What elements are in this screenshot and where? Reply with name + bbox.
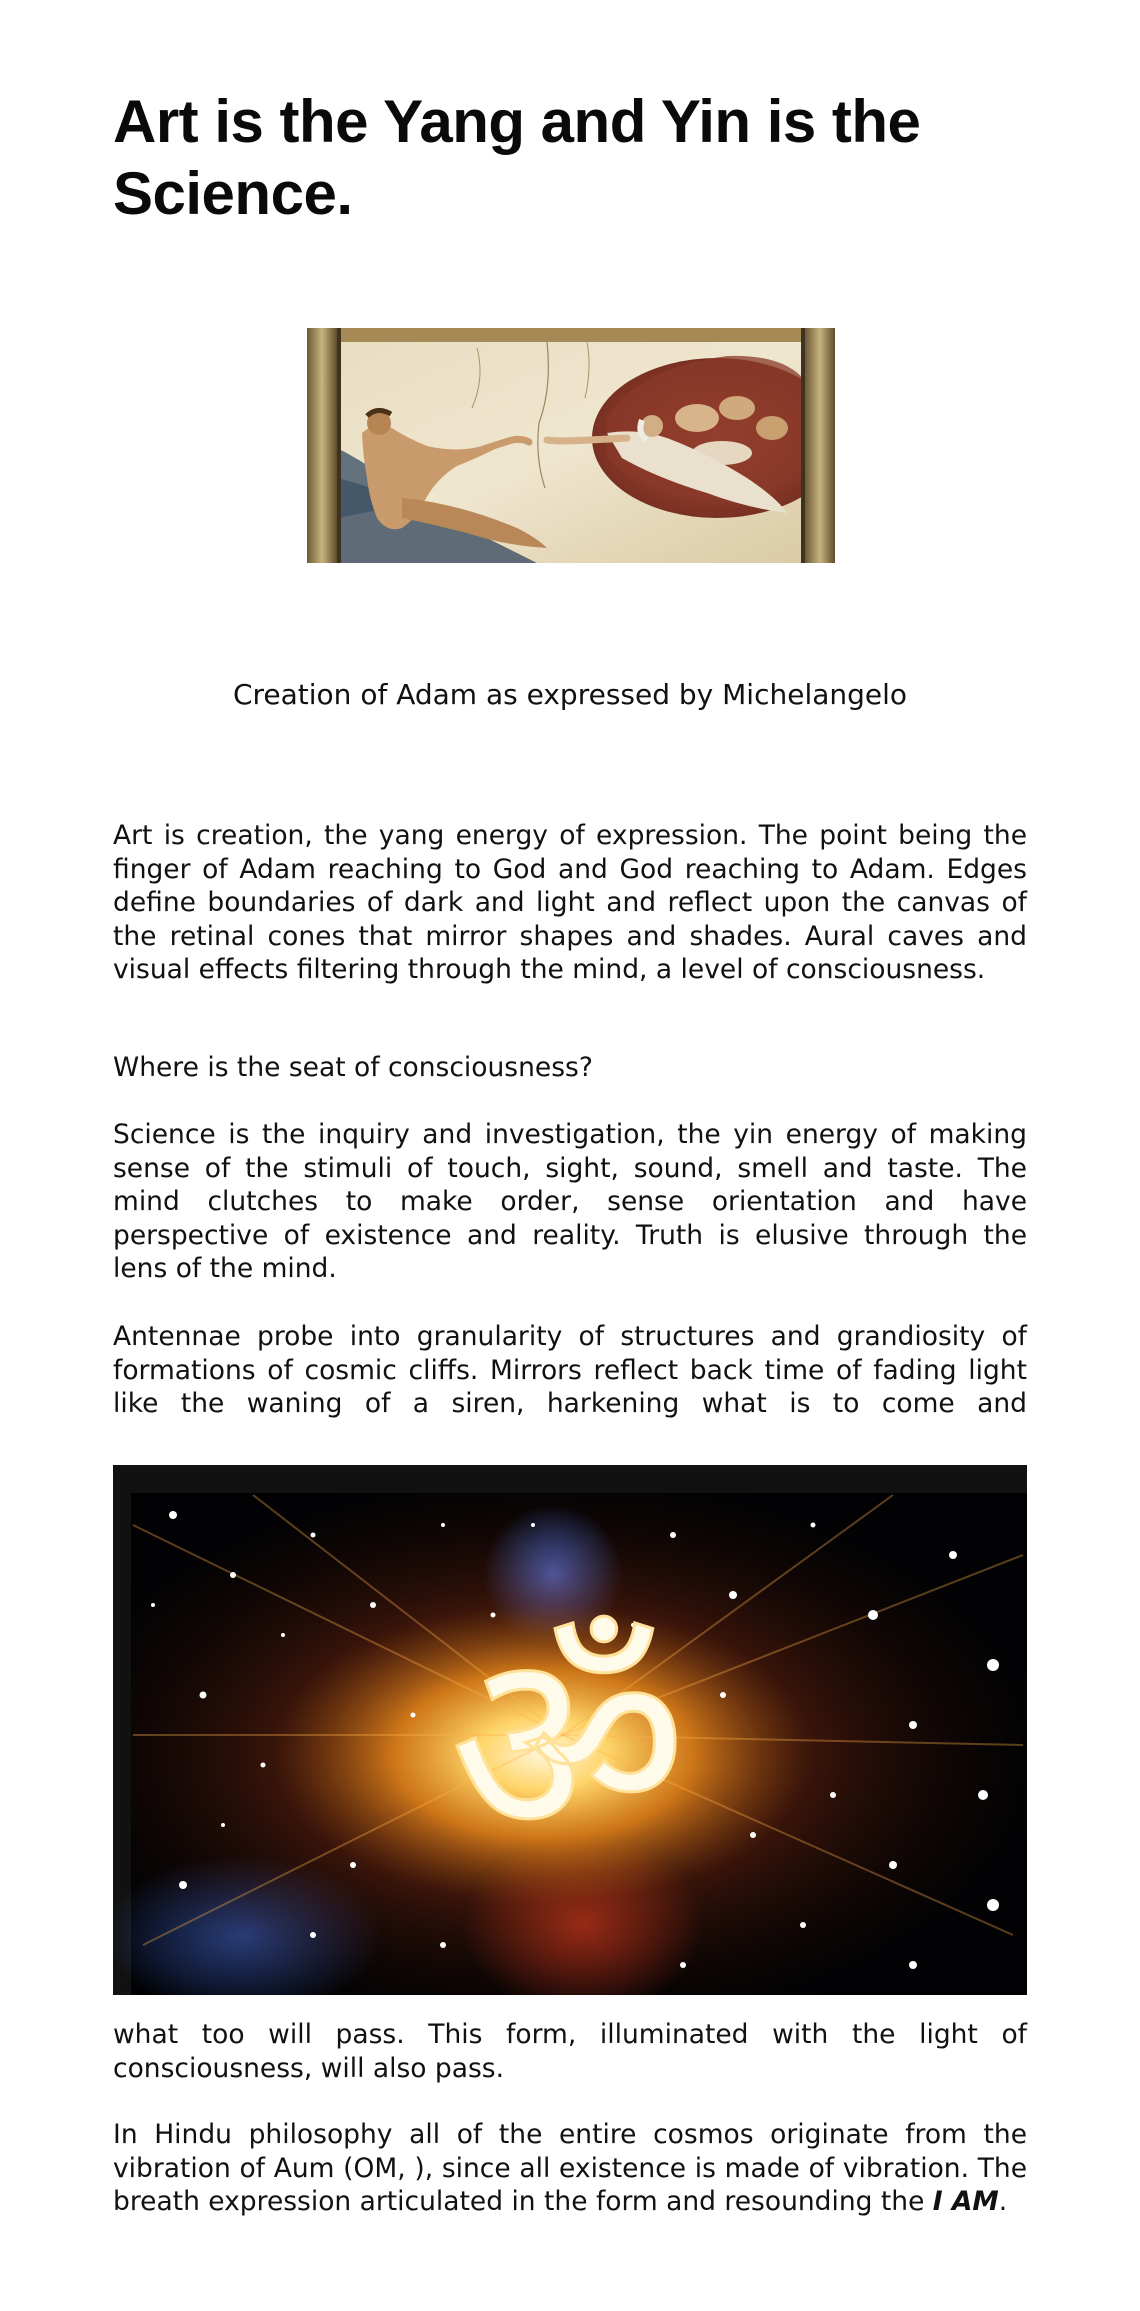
om-symbol-icon: ॐ (449, 1595, 687, 1897)
paragraph-pass: what too will pass. This form, illuminated with the light of consciousness, will also pass. (113, 2019, 1027, 2084)
page-title: Art is the Yang and Yin is the Science. (113, 88, 921, 227)
paragraph-science: Science is the inquiry and investigation, the yin energy of making sense of the stimuli of touch, sight, sound, smell and taste. The mind clutches to make order, sense orientation and have perspective of existence and reality. Truth is elusive through the lens of the mind. (113, 1119, 1027, 1284)
paragraph-question: Where is the seat of consciousness? (113, 1052, 593, 1083)
figure-caption: Creation of Adam as expressed by Michelangelo (232, 678, 908, 711)
i-am-emphasis: I AM (932, 2186, 999, 2217)
paragraph-art: Art is creation, the yang energy of expression. The point being the finger of Adam reaching to God and God reaching to Adam. Edges define boundaries of dark and light and reflect upon the canvas of the retinal cones that mirror shapes and shades. Aural caves and visual effects filtering through the mind, a level of consciousness. (113, 820, 1027, 985)
paragraph-hindu-end: . (998, 2186, 1008, 2217)
paragraph-hindu (113, 2118, 1027, 2219)
paragraph-antennae: Antennae probe into granularity of structures and grandiosity of formations of cosmic cliffs. Mirrors reflect back time of fading light like the waning of a siren, harkening what is to come and (113, 1321, 1027, 1419)
om-cosmos-image (113, 1465, 1027, 1995)
creation-of-adam-image (307, 328, 835, 563)
paragraph-hindu-text: In Hindu philosophy all of the entire cosmos originate from the vibration of Aum (OM, ), since all existence is made of vibration. The breath expression articulated in the form and resounding the (113, 2119, 1027, 2217)
